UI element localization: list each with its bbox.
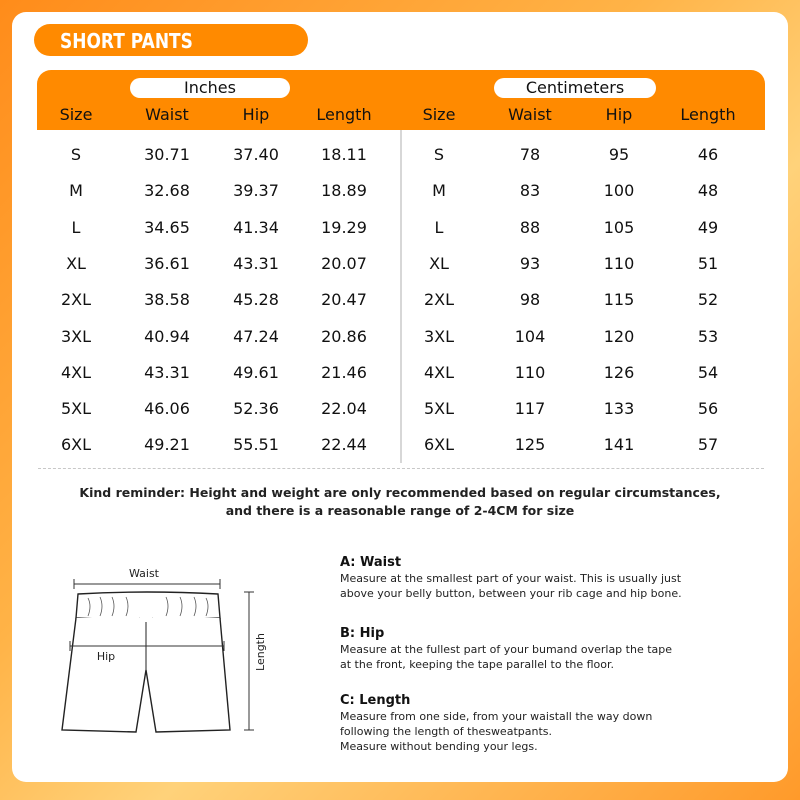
cell-in-length: 20.47 — [321, 290, 367, 310]
cell-cm-length: 51 — [697, 253, 719, 273]
cell-cm-length: 57 — [697, 435, 719, 455]
cell-in-waist: 32.68 — [144, 181, 190, 201]
cell-cm-waist: 88 — [519, 217, 541, 237]
cell-in-length: 20.86 — [321, 326, 367, 346]
cell-cm-hip: 141 — [603, 435, 635, 455]
cell-in-length: 21.46 — [321, 362, 367, 382]
note-length-body: Measure from one side, from your waistall the way down following the length of thesweatpants. Measure without bending your legs. — [340, 710, 653, 753]
cell-size: XL — [66, 253, 86, 273]
header-cm-size: Size — [422, 105, 456, 124]
cell-cm-waist: 83 — [519, 181, 541, 201]
diagram-length-label: Length — [254, 633, 267, 671]
cell-cm-size: M — [432, 181, 446, 201]
cell-cm-waist: 110 — [514, 362, 546, 382]
note-waist-title: A: Waist — [340, 555, 402, 570]
cell-cm-size: 5XL — [423, 399, 455, 419]
cell-in-waist: 49.21 — [144, 435, 190, 455]
diagram-waist-label: Waist — [128, 567, 160, 580]
cell-in-length: 18.89 — [321, 181, 367, 201]
cell-cm-hip: 100 — [603, 181, 635, 201]
cell-cm-hip: 115 — [603, 290, 635, 310]
centimeters-unit-label: Centimeters — [494, 78, 656, 98]
cell-cm-waist: 125 — [514, 435, 546, 455]
cell-cm-size: 6XL — [423, 435, 455, 455]
cell-cm-length: 48 — [697, 181, 719, 201]
cell-in-waist: 40.94 — [144, 326, 190, 346]
header-cm-hip: Hip — [605, 105, 633, 124]
diagram-hip-label: Hip — [96, 650, 116, 663]
cell-cm-size: XL — [429, 253, 449, 273]
cell-cm-hip: 110 — [603, 253, 635, 273]
cell-in-hip: 39.37 — [233, 181, 279, 201]
header-in-size: Size — [59, 105, 93, 124]
note-length-title: C: Length — [340, 693, 411, 708]
cell-cm-length: 56 — [697, 399, 719, 419]
column-divider — [400, 130, 402, 463]
cell-in-hip: 45.28 — [233, 290, 279, 310]
cell-cm-waist: 117 — [514, 399, 546, 419]
cell-size: 6XL — [60, 435, 92, 455]
cell-cm-size: S — [433, 145, 445, 164]
cell-cm-length: 54 — [697, 362, 719, 382]
cell-in-hip: 49.61 — [233, 362, 279, 382]
shorts-diagram — [48, 560, 278, 750]
cell-in-waist: 34.65 — [144, 217, 190, 237]
cell-in-waist: 43.31 — [144, 362, 190, 382]
cell-size: 3XL — [60, 326, 92, 346]
cell-cm-size: 4XL — [423, 362, 455, 382]
cell-cm-waist: 93 — [519, 253, 541, 273]
cell-in-hip: 47.24 — [233, 326, 279, 346]
page-title: SHORT PANTS — [60, 29, 193, 53]
note-length — [340, 693, 750, 754]
cell-in-length: 20.07 — [321, 253, 367, 273]
cell-in-waist: 38.58 — [144, 290, 190, 310]
cell-cm-hip: 105 — [603, 217, 635, 237]
kind-reminder — [50, 484, 750, 520]
note-waist — [340, 555, 750, 601]
dashed-divider — [38, 468, 764, 469]
cell-size: L — [71, 217, 81, 237]
note-hip-body: Measure at the fullest part of your bumand overlap the tape at the front, keeping the tape parallel to the floor. — [340, 643, 673, 671]
cell-in-length: 22.04 — [321, 399, 367, 419]
cell-cm-length: 53 — [697, 326, 719, 346]
reminder-line-1: Kind reminder: Height and weight are only recommended based on regular circumstances, — [79, 485, 721, 500]
header-in-waist: Waist — [145, 105, 189, 124]
cell-cm-length: 52 — [697, 290, 719, 310]
note-hip-title: B: Hip — [340, 626, 385, 641]
cell-cm-hip: 126 — [603, 362, 635, 382]
cell-in-hip: 43.31 — [233, 253, 279, 273]
cell-size: M — [69, 181, 83, 201]
cell-cm-waist: 98 — [519, 290, 541, 310]
header-in-hip: Hip — [242, 105, 270, 124]
cell-in-length: 22.44 — [321, 435, 367, 455]
cell-cm-size: 3XL — [423, 326, 455, 346]
cell-in-waist: 46.06 — [144, 399, 190, 419]
reminder-line-2: and there is a reasonable range of 2-4CM for size — [225, 503, 575, 518]
cell-size: 2XL — [60, 290, 92, 310]
cell-in-hip: 55.51 — [233, 435, 279, 455]
note-hip — [340, 626, 750, 672]
cell-cm-size: L — [434, 217, 444, 237]
cell-size: 5XL — [60, 399, 92, 419]
cell-size: S — [70, 145, 82, 164]
header-cm-waist: Waist — [508, 105, 552, 124]
cell-in-hip: 37.40 — [233, 145, 279, 164]
cell-in-length: 19.29 — [321, 217, 367, 237]
cell-in-waist: 30.71 — [144, 145, 190, 164]
cell-in-waist: 36.61 — [144, 253, 190, 273]
cell-in-hip: 41.34 — [233, 217, 279, 237]
header-in-length: Length — [316, 105, 372, 124]
cell-cm-size: 2XL — [423, 290, 455, 310]
cell-cm-waist: 104 — [514, 326, 546, 346]
cell-cm-hip: 133 — [603, 399, 635, 419]
cell-cm-hip: 120 — [603, 326, 635, 346]
inches-unit-label: Inches — [130, 78, 290, 98]
cell-size: 4XL — [60, 362, 92, 382]
cell-cm-length: 46 — [697, 145, 719, 164]
note-waist-body: Measure at the smallest part of your waist. This is usually just above your belly button, between your rib cage and hip bone. — [340, 572, 682, 600]
header-cm-length: Length — [680, 105, 736, 124]
cell-cm-hip: 95 — [608, 145, 630, 164]
cell-in-length: 18.11 — [321, 145, 367, 164]
cell-in-hip: 52.36 — [233, 399, 279, 419]
cell-cm-waist: 78 — [519, 145, 541, 164]
cell-cm-length: 49 — [697, 217, 719, 237]
